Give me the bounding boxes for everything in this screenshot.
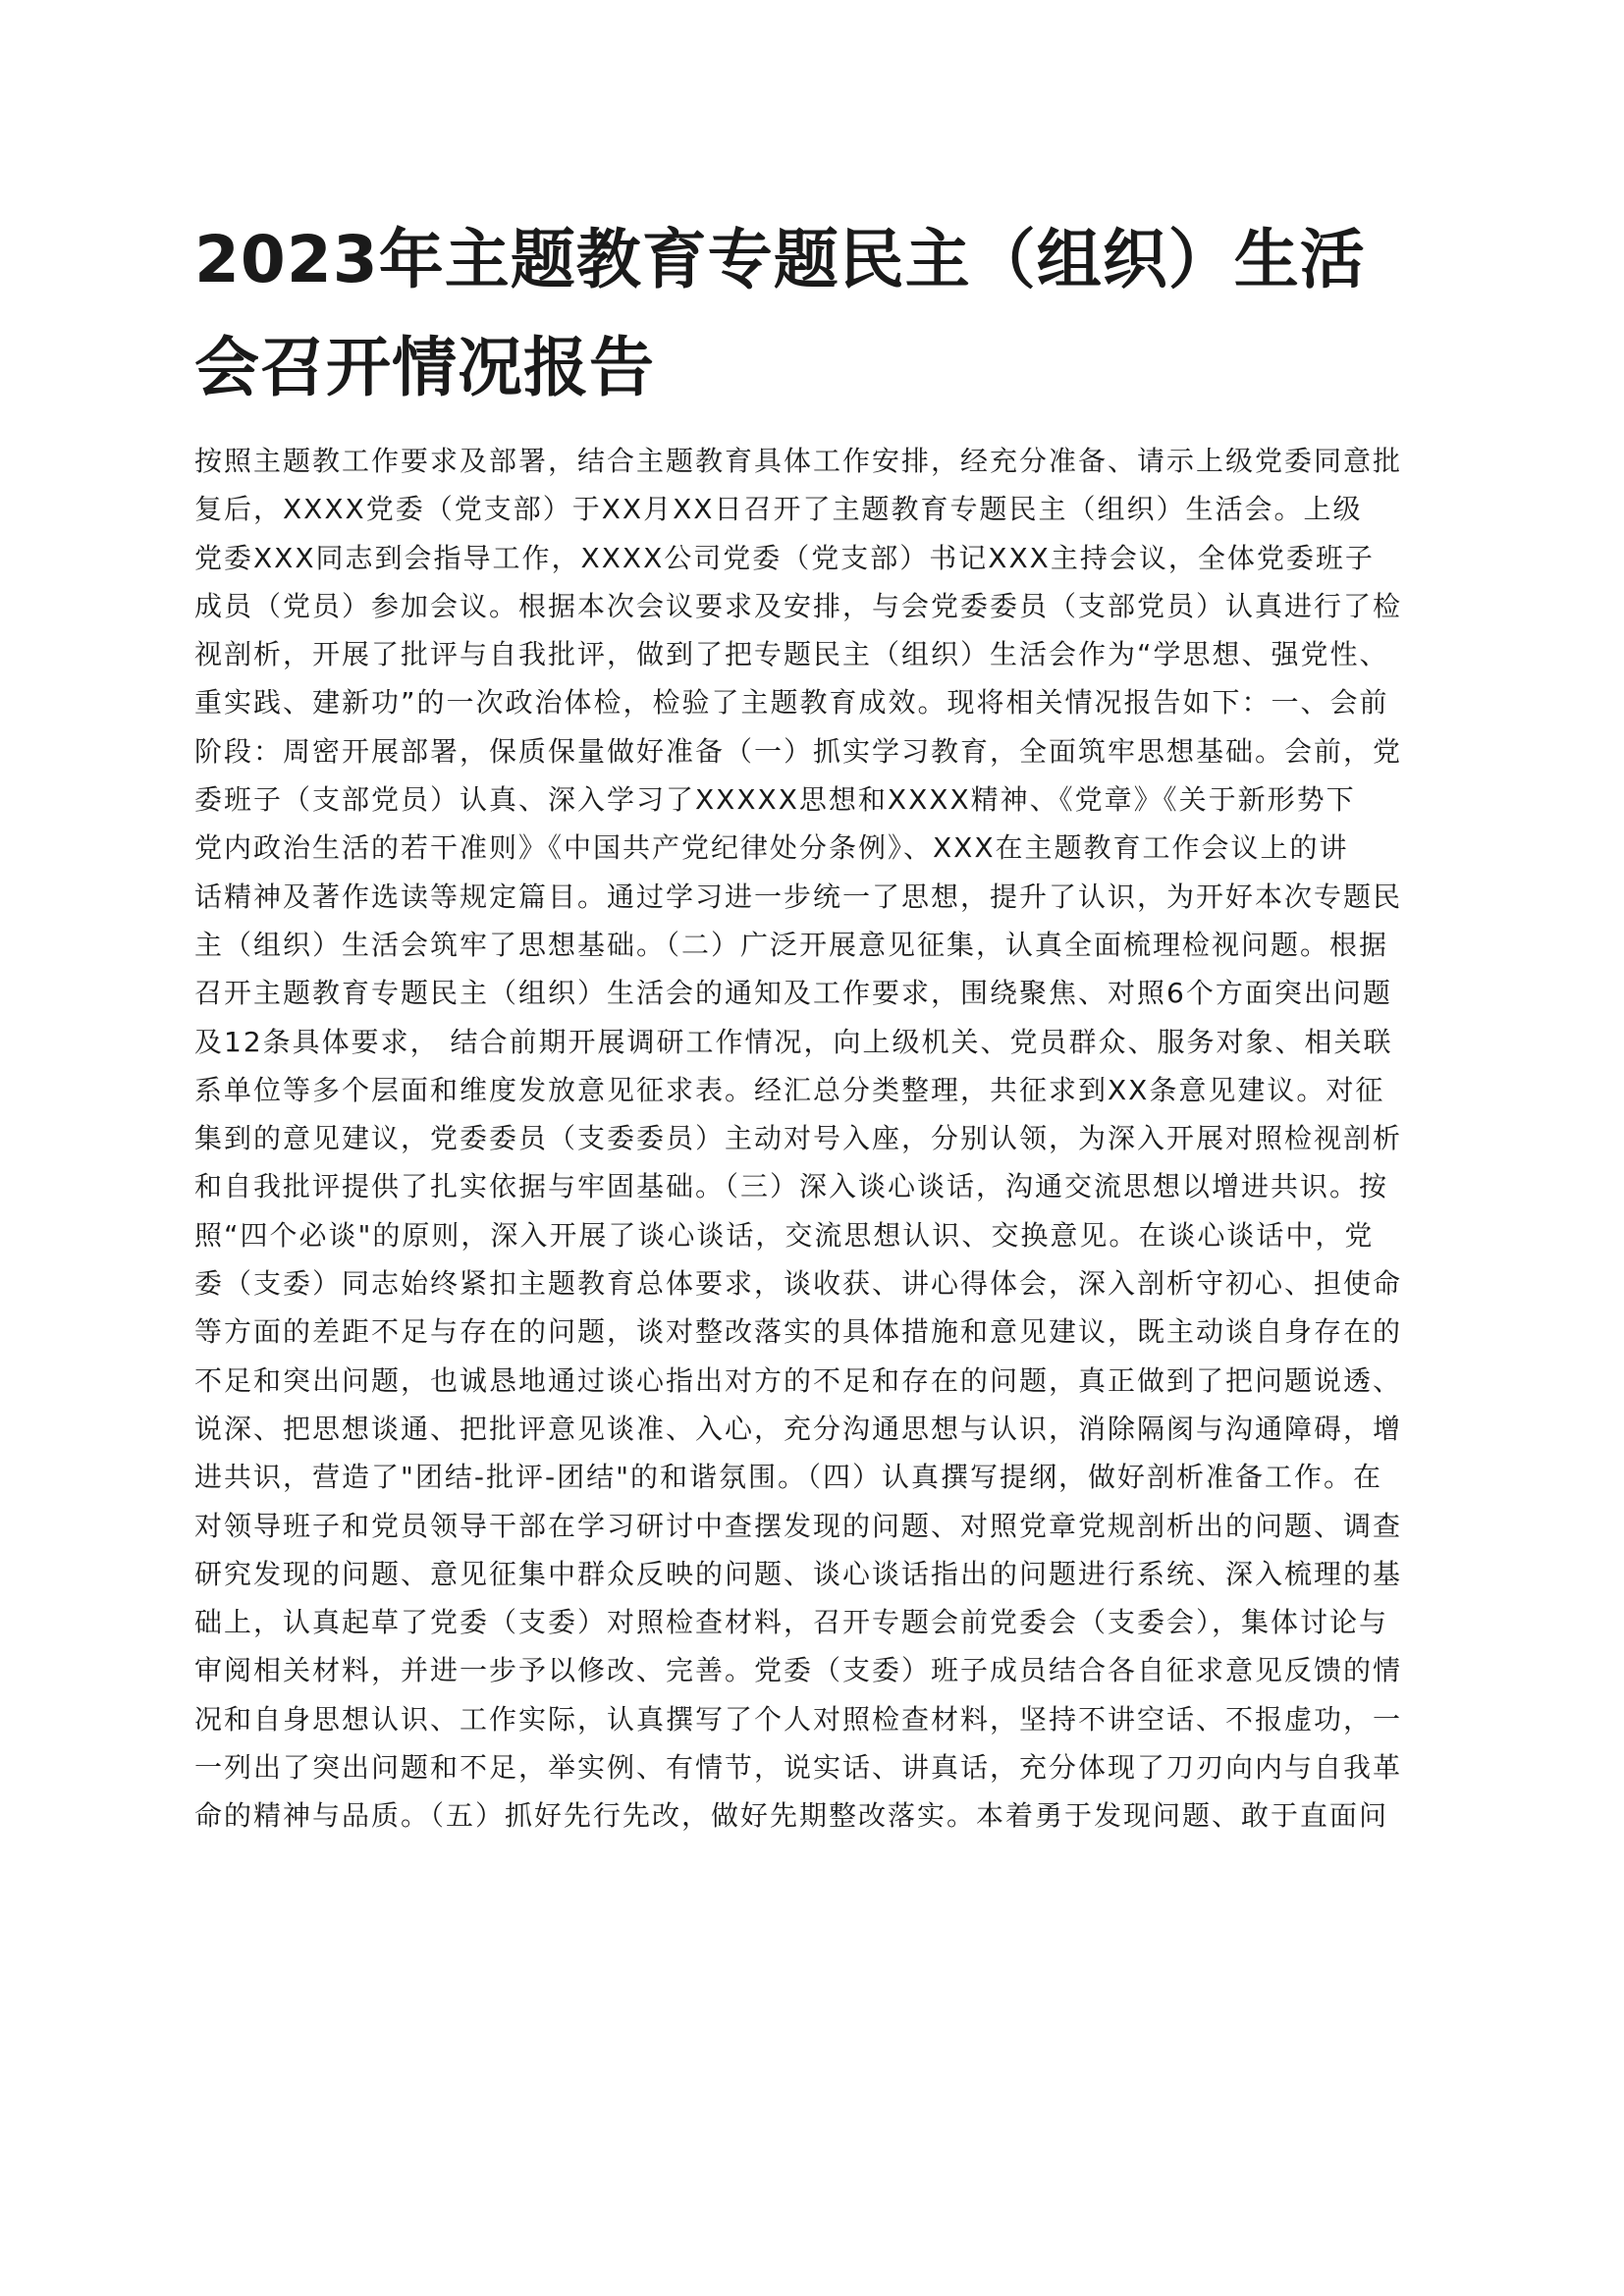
body-line: 复后，XXXX党委（党支部）于XX月XX日召开了主题教育专题民主（组织）生活会。上级 — [194, 493, 1363, 526]
body-line: 和自我批评提供了扎实依据与牢固基础。（三）深入谈心谈话，沟通交流思想以增进共识。按 — [194, 1170, 1389, 1203]
body-line: 命的精神与品质。（五）抓好先行先改，做好先期整改落实。本着勇于发现问题、敢于直面问 — [194, 1799, 1389, 1833]
body-line: 及12条具体要求， 结合前期开展调研工作情况，向上级机关、党员群众、服务对象、相关联 — [194, 1025, 1393, 1058]
body-line: 研究发现的问题、意见征集中群众反映的问题、谈心谈话指出的问题进行系统、深入梳理的基 — [194, 1557, 1403, 1590]
body-line: 重实践、建新功”的一次政治体检，检验了主题教育成效。现将相关情况报告如下：一、会前 — [194, 686, 1389, 720]
document-body — [194, 437, 1441, 1841]
body-line: 进共识，营造了"团结-批评-团结"的和谐氛围。（四）认真撰写提纲，做好剖析准备工作。在 — [194, 1461, 1382, 1494]
body-line: 主（组织）生活会筑牢了思想基础。（二）广泛开展意见征集，认真全面梳理检视问题。根据 — [194, 928, 1389, 961]
body-line: 视剖析，开展了批评与自我批评，做到了把专题民主（组织）生活会作为“学思想、强党性、 — [194, 638, 1389, 671]
body-line: 审阅相关材料，并进一步予以修改、完善。党委（支委）班子成员结合各自征求意见反馈的情 — [194, 1654, 1403, 1687]
document-title — [194, 206, 1441, 422]
body-line: 党内政治生活的若干准则》《中国共产党纪律处分条例》、XXX在主题教育工作会议上的讲 — [194, 831, 1349, 865]
body-line: 召开主题教育专题民主（组织）生活会的通知及工作要求，围绕聚焦、对照6个方面突出问题 — [194, 977, 1392, 1010]
body-line: 阶段：周密开展部署，保质保量做好准备（一）抓实学习教育，全面筑牢思想基础。会前，党 — [194, 734, 1403, 768]
body-line: 说深、把思想谈通、把批评意见谈准、入心，充分沟通思想与认识，消除隔阂与沟通障碍，增 — [194, 1412, 1403, 1445]
body-line: 对领导班子和党员领导干部在学习研讨中查摆发现的问题、对照党章党规剖析出的问题、调查 — [194, 1509, 1403, 1542]
body-line: 系单位等多个层面和维度发放意见征求表。经汇总分类整理，共征求到XX条意见建议。对征 — [194, 1073, 1385, 1106]
body-line: 照“四个必谈"的原则，深入开展了谈心谈话，交流思想认识、交换意见。在谈心谈话中，党 — [194, 1218, 1375, 1252]
title-line: 会召开情况报告 — [194, 330, 655, 405]
body-line: 集到的意见建议，党委委员（支委委员）主动对号入座，分别认领，为深入开展对照检视剖析 — [194, 1122, 1403, 1155]
body-line: 一列出了突出问题和不足，举实例、有情节，说实话、讲真话，充分体现了刀刃向内与自我革 — [194, 1751, 1403, 1785]
title-line: 2023年主题教育专题民主（组织）生活 — [194, 222, 1366, 297]
body-line: 等方面的差距不足与存在的问题，谈对整改落实的具体措施和意见建议，既主动谈自身存在的 — [194, 1315, 1403, 1349]
body-line: 成员（党员）参加会议。根据本次会议要求及安排，与会党委委员（支部党员）认真进行了检 — [194, 589, 1403, 622]
body-line: 委班子（支部党员）认真、深入学习了XXXXX思想和XXXX精神、《党章》《关于新形势下 — [194, 783, 1356, 817]
body-line: 话精神及著作选读等规定篇目。通过学习进一步统一了思想，提升了认识，为开好本次专题民 — [194, 880, 1403, 913]
body-line: 础上，认真起草了党委（支委）对照检查材料，召开专题会前党委会（支委会），集体讨论与 — [194, 1606, 1389, 1639]
body-line: 党委XXX同志到会指导工作，XXXX公司党委（党支部）书记XXX主持会议，全体党委班子 — [194, 541, 1375, 574]
body-line: 况和自身思想认识、工作实际，认真撰写了个人对照检查材料，坚持不讲空话、不报虚功，一 — [194, 1702, 1403, 1735]
body-line: 委（支委）同志始终紧扣主题教育总体要求，谈收获、讲心得体会，深入剖析守初心、担使命 — [194, 1267, 1403, 1301]
body-line: 不足和突出问题，也诚恳地通过谈心指出对方的不足和存在的问题，真正做到了把问题说透、 — [194, 1363, 1403, 1397]
body-line: 按照主题教工作要求及部署，结合主题教育具体工作安排，经充分准备、请示上级党委同意批 — [194, 445, 1403, 477]
